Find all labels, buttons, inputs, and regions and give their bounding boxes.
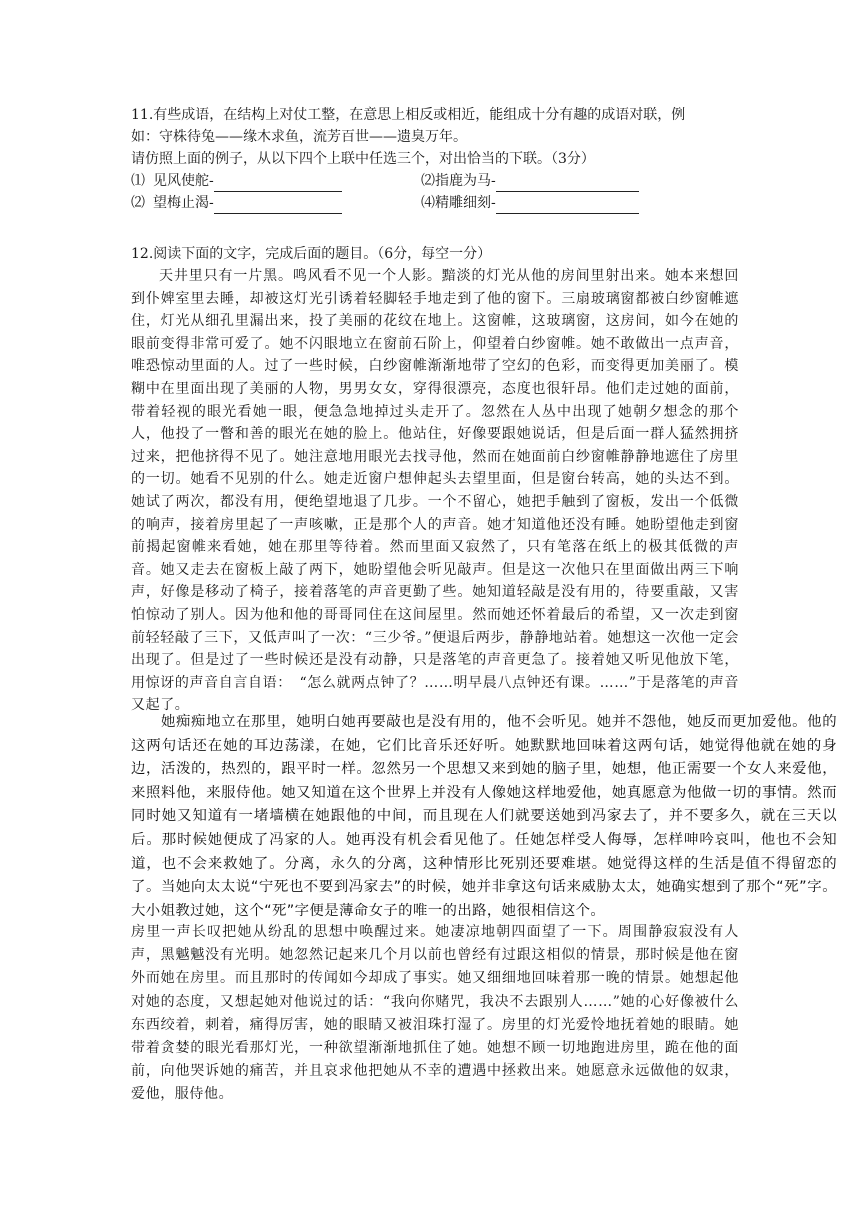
- q12-title: 12.阅读下面的文字，完成后面的题目。（6分，每空一分）: [131, 246, 492, 262]
- q11-item-4: [421, 192, 639, 214]
- reading-paragraph-3: 房里一声长叹把她从纷乱的思想中唤醒过来。她凄凉地朝四面望了一下。周围静寂寂没有人声，黑魆魆没有光明。她忽然记起来几个月以前也曾经有过跟这相似的情景，那时候是他在窗外而她在房里。而且那时的传闻如今却成了事实。她又细细地回味着那一晚的情景。她想起他对她的态度，又想起她对他说过的话：“我向你赌咒，我决不去跟别人……”她的心好像被什么东西绞着，刺着，痛得厉害，她的眼睛又被泪珠打湿了。房里的灯光爱怜地抚着她的眼睛。她带着贪婪的眼光看那灯光，一种欲望渐渐地抓住了她。她想不顾一切地跑进房里，跪在他的面前，向他哭诉她的痛苦，并且哀求他把她从不幸的遭遇中拯救出来。她愿意永远做他的奴隶，爱他，服侍他。: [131, 924, 739, 1103]
- q11-item-3: [131, 192, 421, 214]
- q11-line-2: 如：守株待兔——缘木求鱼，流芳百世——遗臭万年。: [131, 129, 467, 145]
- q11-item-1-answer-blank[interactable]: [214, 175, 342, 192]
- q11-item-1-number: ⑴: [131, 173, 145, 189]
- q11-item-4-answer-blank[interactable]: [496, 197, 639, 214]
- q11-item-1: [131, 170, 421, 192]
- q11-item-2-text: ⑵指鹿为马-: [421, 173, 496, 189]
- q11-item-2: [421, 170, 639, 192]
- q11-item-1-text: 见风使舵-: [153, 173, 214, 189]
- q11-item-3-text: 望梅止渴-: [153, 195, 214, 211]
- question-12: [131, 243, 739, 717]
- q11-item-4-text: ⑷精雕细刻-: [421, 195, 496, 211]
- q11-item-3-number: ⑵: [131, 195, 145, 211]
- q11-item-3-answer-blank[interactable]: [214, 197, 342, 214]
- q11-item-2-answer-blank[interactable]: [496, 175, 639, 192]
- q11-pair-row-2: [131, 192, 731, 214]
- reading-paragraph-2: 她痴痴地立在那里，她明白她再要敲也是没有用的，他不会听见。她并不怨他，她反而更加爱他。他的这两句话还在她的耳边荡漾，在她，它们比音乐还好听。她默默地回味着这两句话，她觉得他就在她的身边，活泼的，热烈的，跟平时一样。忽然另一个思想又来到她的脑子里，她想，他正需要一个女人来爱他，来照料他，来服侍他。她又知道在这个世界上并没有人像她这样地爱他，她真愿意为他做一切的事情。然而同时她又知道有一堵墙横在她跟他的中间，而且现在人们就要送她到冯家去了，并不要多久，就在三天以后。那时候她便成了冯家的人。她再没有机会看见他了。任她怎样受人侮辱，怎样呻吟哀叫，他也不会知道，也不会来救她了。分离，永久的分离，这种情形比死别还要难堪。她觉得这样的生活是值不得留恋的了。当她向太太说“宁死也不要到冯家去”的时候，她并非拿这句话来威胁太太，她确实想到了那个“死”字。大小姐教过她，这个“死”字便是薄命女子的唯一的出路，她很相信这个。: [131, 714, 837, 919]
- reading-paragraph-1: 天井里只有一片黑。鸣风看不见一个人影。黯淡的灯光从他的房间里射出来。她本来想回到仆婢室里去睡，却被这灯光引诱着轻脚轻手地走到了他的窗下。三扇玻璃窗都被白纱窗帷遮住，灯光从细孔里漏出来，投了美丽的花纹在地上。这窗帷，这玻璃窗，这房间，如今在她的眼前变得非常可爱了。她不闪眼地立在窗前石阶上，仰望着白纱窗帷。她不敢做出一点声音，唯恐惊动里面的人。过了一些时候，白纱窗帷渐渐地带了空幻的色彩，而变得更加美丽了。模糊中在里面出现了美丽的人物，男男女女，穿得很漂亮，态度也很轩昂。他们走过她的面前，带着轻视的眼光看她一眼，便急急地掉过头走开了。忽然在人丛中出现了她朝夕想念的那个人，他投了一瞥和善的眼光在她的脸上。他站住，好像要跟她说话，但是后面一群人猛然拥挤过来，把他挤得不见了。她注意地用眼光去找寻他，然而在她面前白纱窗帷静静地遮住了房里的一切。她看不见别的什么。她走近窗户想伸起头去望里面，但是窗台转高，她的头达不到。她试了两次，都没有用，便绝望地退了几步。一个不留心，她把手触到了窗板，发出一个低微的响声，接着房里起了一声咳嗽，正是那个人的声音。她才知道他还没有睡。她盼望他走到窗前揭起窗帷来看她，她在那里等待着。然而里面又寂然了，只有笔落在纸上的极其低微的声音。她又走去在窗板上敲了两下，她盼望他会听见敲声。但是这一次他只在里面做出两三下响声，好像是移动了椅子，接着落笔的声音更勤了些。她知道轻敲是没有用的，待要重敲，又害怕惊动了别人。因为他和他的哥哥同住在这间屋里。然而她还怀着最后的希望，又一次走到窗前轻轻敲了三下，又低声叫了一次：“三少爷。”便退后两步，静静地站着。她想这一次他一定会出现了。但是过了一些时候还是没有动静，只是落笔的声音更急了。接着她又听见他放下笔，用惊讶的声音自言自语： “怎么就两点钟了？……明早晨八点钟还有课。……”于是落笔的声音又起了。: [131, 268, 739, 714]
- q11-pair-row-1: [131, 170, 731, 192]
- q11-line-3: 请仿照上面的例子，从以下四个上联中任选三个，对出恰当的下联。（3分）: [131, 151, 595, 167]
- question-11: [131, 104, 731, 214]
- q11-line-1: 11.有些成语，在结构上对仗工整，在意思上相反或相近，能组成十分有趣的成语对联，例: [131, 107, 686, 123]
